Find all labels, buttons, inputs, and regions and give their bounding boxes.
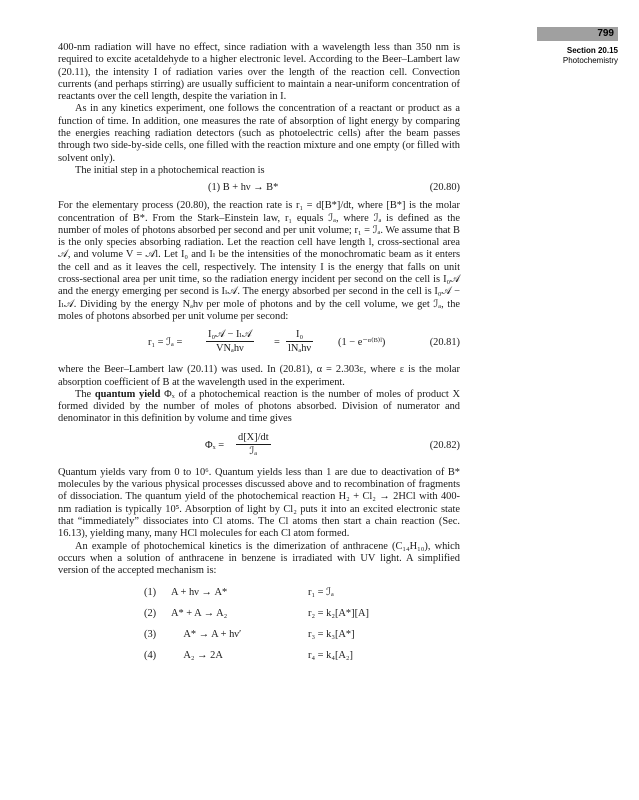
paragraph: Quantum yields vary from 0 to 10⁶. Quantum yields less than 1 are due to deactivation of B* molecules by the various physical processes discussed above and to recombination of fragments of dissociation. The quantum yield of the photochemical reaction H₂ + Cl₂ → 2HCl with 400-nm radiation is typically 10⁵. Absorption of light by Cl₂ puts it into an excited electronic state that “immediately” dissociates into Cl atoms. The Cl atoms then start a chain reaction (Sec. 16.13), yielding many, many HCl molecules for each Cl atom formed.	[58, 466, 460, 540]
section-title: Photochemistry	[562, 56, 618, 65]
equation-lhs: r₁ = ℐₐ =	[148, 337, 183, 349]
step-number: (4)	[144, 650, 157, 662]
step-reaction: A* → A + hν′	[171, 629, 242, 641]
equation-number: (20.81)	[429, 337, 460, 349]
body-text	[58, 42, 460, 669]
fraction-numerator: d[X]/dt	[238, 431, 269, 443]
fraction	[206, 328, 254, 355]
paragraph: where the Beer–Lambert law (20.11) was used. In (20.81), α = 2.303ε, where ε is the molar absorption coefficient of B at the wavelength used in the experiment.	[58, 364, 460, 388]
paragraph: For the elementary process (20.80), the reaction rate is r₁ = d[B*]/dt, where [B*] is the molar concentration of B*. From the Stark–Einstein law, r₁ equals ℐₐ, where ℐₐ is defined as the number of moles of photons absorbed per second and per unit volume; r₁ = ℐₐ. We assume that B is the only species absorbing radiation. Let the reaction cell have length l, cross-sectional area 𝒜, and volume V = 𝒜l. Let I₀ and Iₗ be the intensities of the monochromatic beam as it enters the cell and as it leaves the cell, respectively. The intensity I is the energy that falls on unit cross-sectional area per unit time, so the radiation energy incident per second on the cell is I₀𝒜 and the energy emerging per second is Iₗ𝒜. The energy absorbed per second in the cell is I₀𝒜 − Iₗ𝒜. Dividing by the energy Nₐhν per mole of photons and by the cell volume, we get ℐₐ, the moles of photons absorbed per unit volume per second:	[58, 200, 460, 322]
paragraph-rest: Φₓ of a photochemical reaction is the number of moles of product X formed divided by the number of moles of photons absorbed. Division of numerator and denominator in this definition by volume and time gives	[58, 388, 460, 425]
equation-tail: (1 − e⁻ᵅ⁽ᴮ⁾ˡ)	[338, 337, 386, 349]
step-rate: r₂ = k₂[A*][A]	[308, 608, 369, 620]
fraction-denominator: ℐₐ	[249, 445, 258, 457]
mechanism-step	[58, 625, 460, 645]
step-number: (3)	[144, 629, 157, 641]
paragraph: 400-nm radiation will have no effect, since radiation with a wavelength less than 350 nm is required to excite acetaldehyde to a higher electronic level. According to the Beer–Lambert law (20.11), the intensity I of radiation varies over the length of the reaction cell. Convection currents (and perhaps stirring) are usually sufficient to maintain a near-uniform concentration of reactants over the cell length, despite the variation in I.	[58, 42, 460, 103]
mechanism-step	[58, 604, 460, 624]
paragraph: As in any kinetics experiment, one follows the concentration of a reactant or product as a function of time. In addition, one measures the rate of absorption of light energy by comparing the energies reaching radiation detectors (such as photoelectric cells) after the beam passes through two side-by-side cells, one filled with the reaction mixture and one empty (or filled with solvent only).	[58, 103, 460, 164]
equation-number: (20.80)	[429, 182, 460, 194]
equals-sign: =	[274, 337, 280, 349]
equation-20-80	[58, 181, 460, 195]
step-number: (2)	[144, 608, 157, 620]
fraction	[286, 328, 313, 355]
equation-20-81	[58, 327, 460, 361]
step-rate: r₁ = ℐₐ	[308, 587, 334, 599]
step-reaction: A* + A → A₂	[171, 608, 228, 620]
paragraph	[58, 389, 460, 426]
step-reaction: A + hν → A*	[171, 587, 228, 599]
equation-body: (1) B + hν → B*	[208, 182, 279, 194]
fraction-numerator: I₀	[286, 328, 313, 342]
step-rate: r₄ = k₄[A₂]	[308, 650, 354, 662]
section-label: Section 20.15	[566, 46, 618, 55]
paragraph: An example of photochemical kinetics is the dimerization of anthracene (C₁₄H₁₀), which occurs when a solution of anthracene in benzene is irradiated with UV light. A simplified version of the accepted mechanism is:	[58, 540, 460, 577]
step-reaction: A₂ → 2A	[171, 650, 223, 662]
page-number-bar	[537, 27, 618, 41]
equation-20-82	[58, 430, 460, 464]
paragraph: The initial step in a photochemical reaction is	[75, 164, 265, 176]
equation-number: (20.82)	[429, 439, 460, 451]
paragraph-lead: The	[75, 388, 95, 400]
term-quantum-yield: quantum yield	[94, 388, 161, 400]
fraction-denominator: VNₐhν	[216, 343, 244, 355]
running-head	[537, 46, 618, 66]
fraction-numerator: I₀𝒜 − Iₗ𝒜	[208, 329, 252, 341]
mechanism-step	[58, 646, 460, 666]
step-number: (1)	[144, 587, 157, 599]
equation-lhs: Φₓ =	[205, 439, 225, 451]
mechanism-list	[58, 583, 460, 669]
fraction	[236, 431, 271, 458]
page-number: 799	[597, 28, 614, 39]
fraction-denominator: lNₐhν	[288, 343, 312, 355]
mechanism-step	[58, 583, 460, 603]
step-rate: r₃ = k₃[A*]	[308, 629, 355, 641]
